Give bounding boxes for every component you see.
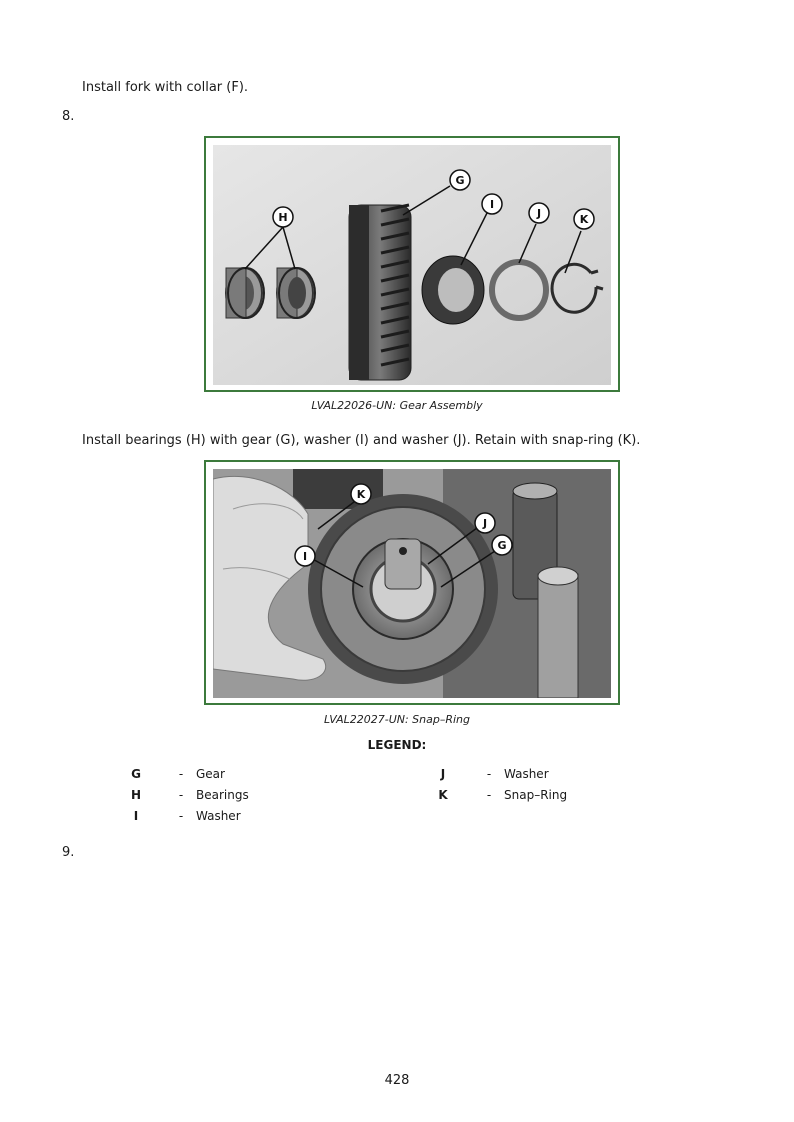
svg-text:J: J — [482, 517, 488, 530]
legend-key-i: I — [133, 809, 139, 823]
legend-label-gear: Gear — [196, 767, 225, 781]
legend-label-snap-ring: Snap–Ring — [504, 788, 568, 802]
legend-dash: - — [178, 809, 184, 823]
bearing-left — [226, 268, 264, 318]
washer-i — [422, 256, 484, 324]
svg-text:I: I — [489, 198, 495, 211]
legend-key-g: G — [131, 767, 141, 781]
step-number-8: 8. — [62, 109, 75, 124]
snap-ring-photo — [213, 469, 611, 698]
callout-g — [492, 535, 512, 555]
legend-dash: - — [486, 788, 492, 802]
legend-title: LEGEND: — [367, 738, 427, 752]
gear-assembly-photo — [213, 145, 611, 385]
svg-text:H: H — [278, 211, 288, 224]
svg-text:G: G — [455, 174, 465, 187]
legend-key-j: J — [440, 767, 446, 781]
figure-gear-assembly — [204, 136, 620, 392]
legend-dash: - — [178, 767, 184, 781]
legend-key-k: K — [438, 788, 448, 802]
legend-label-washer-j: Washer — [504, 767, 549, 781]
callout-j — [475, 513, 495, 533]
gear — [349, 205, 411, 380]
svg-text:K: K — [356, 488, 366, 501]
bearing-right — [277, 268, 315, 318]
callout-i — [482, 194, 502, 214]
legend-dash: - — [486, 767, 492, 781]
callout-h — [273, 207, 293, 227]
figure-snap-ring — [204, 460, 620, 705]
callout-k — [351, 484, 371, 504]
legend-key-h: H — [130, 788, 142, 802]
svg-text:K: K — [579, 213, 589, 226]
figure-2-caption: LVAL22027-UN: Snap–Ring — [323, 713, 471, 726]
callout-i — [295, 546, 315, 566]
step-number-9: 9. — [62, 845, 75, 860]
svg-text:G: G — [497, 539, 507, 552]
svg-text:J: J — [536, 207, 542, 220]
legend-dash: - — [178, 788, 184, 802]
callout-g — [450, 170, 470, 190]
instruction-text: Install bearings (H) with gear (G), washer (I) and washer (J). Retain with snap-ring (K). — [82, 433, 641, 448]
page-number: 428 — [384, 1073, 410, 1088]
gear-installed — [308, 494, 498, 684]
callout-k — [574, 209, 594, 229]
svg-text:I: I — [302, 550, 308, 563]
figure-1-caption: LVAL22026-UN: Gear Assembly — [311, 399, 483, 412]
legend-label-bearings: Bearings — [196, 788, 249, 802]
intro-text: Install fork with collar (F). — [82, 80, 249, 95]
legend-label-washer-i: Washer — [196, 809, 241, 823]
callout-j — [529, 203, 549, 223]
